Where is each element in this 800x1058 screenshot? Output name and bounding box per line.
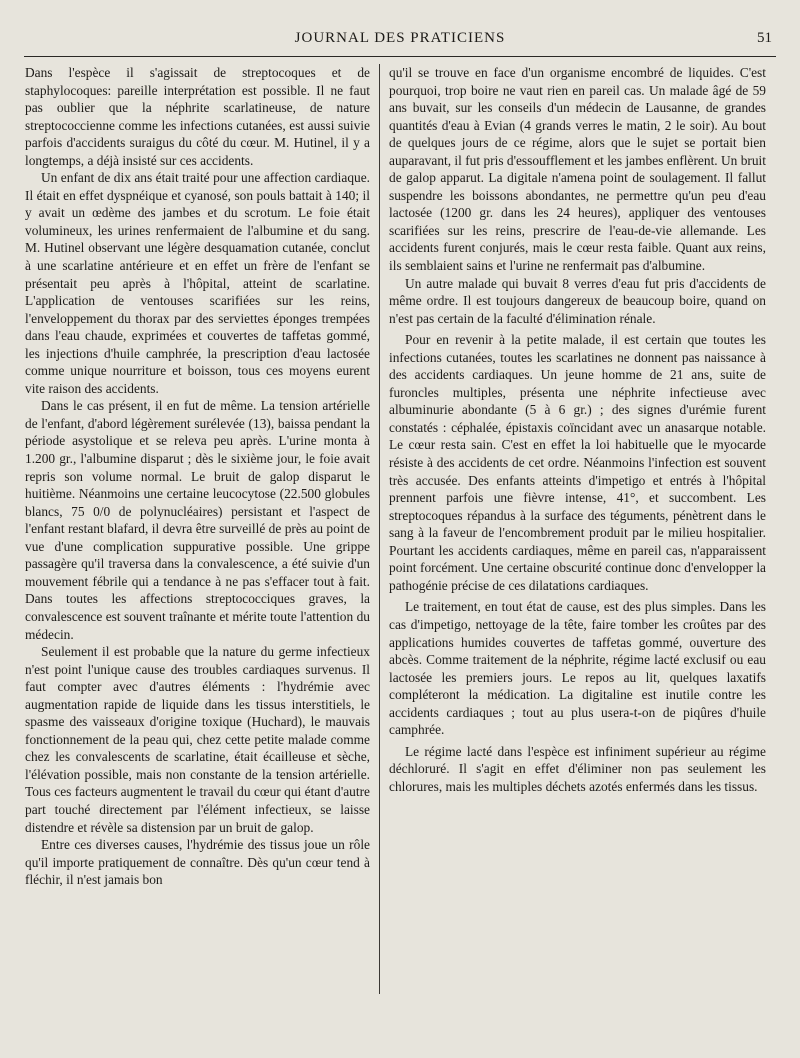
paragraph: Dans l'espèce il s'agissait de streptocoques et de staphylocoques: pareille interprétation est possible. Il ne faut pas oublier que la néphrite scarlatineuse, de nature streptococcienne comme les infections cutanées, est aussi suivie parfois d'accidents suraigus du côté du cœur. M. Hutinel, il y a longtemps, a déjà insisté sur ces accidents.	[25, 65, 370, 168]
page-header	[24, 26, 776, 54]
paragraph: Pour en revenir à la petite malade, il est certain que toutes les infections cutanées, toutes les scarlatines ne donnent pas naissance à des accidents cardiaques. Un jeune homme de 21 ans, suite de furoncles multiples, présenta une néphrite infectieuse avec albuminurie abondante (5 à 6 gr.) ; des signes d'urémie furent constatés : céphalée, épistaxis coïncidant avec un anasarque notable. Le cœur resta sain. C'est en effet la loi habituelle que le myocarde résiste à des accidents de cet ordre. Néanmoins l'infection est souvent très accusée. Des enfants atteints d'impetigo et entrés à l'hôpital prennent parfois une fièvre intense, 41°, et succombent. Les streptocoques répandus à la surface des téguments, pénètrent dans le sang à la faveur de l'encombrement produit par le milieu hospitalier. Pourtant les accidents cardiaques, même en pareil cas, n'apparaissent point forcément. Une certaine obscurité continue donc d'envelopper la pathogénie précise de ces dilatations cardiaques.	[389, 332, 766, 593]
paragraph: Un autre malade qui buvait 8 verres d'eau fut pris d'accidents de même ordre. Il est toujours dangereux de beaucoup boire, quand on n'est pas certain de la faculté d'élimination rénale.	[389, 275, 766, 326]
column-divider	[379, 64, 380, 994]
paragraph: qu'il se trouve en face d'un organisme encombré de liquides. C'est pourquoi, trop boire ne vaut rien en pareil cas. Un malade âgé de 59 ans buvait, sur les conseils d'un médecin de Lausanne, de grandes quantités d'eau à Evian (4 grands verres le matin, 2 le soir). Au bout de quelques jours de ce régime, alors que le sujet se portait bien auparavant, il fut pris d'essoufflement et les jambes enflèrent. Un bruit de galop apparut. La digitale n'amena point de soulagement. Il fallut suspendre les boissons abondantes, ne permettre qu'un peu d'eau lactosée (1200 gr. dans les 24 heures), appliquer des ventouses scarifiées sur les reins, prescrire de l'eau-de-vie allemande. Les accidents furent conjurés, mais le cœur resta faible. Quant aux reins, ils semblaient sains et l'urine ne renfermait pas d'albumine.	[389, 65, 766, 274]
paragraph: Le régime lacté dans l'espèce est infiniment supérieur au régime déchloruré. Il s'agit en effet d'éliminer non pas seulement les chlorures, mais les multiples déchets azotés enfermés dans les tissus.	[389, 743, 766, 794]
right-column	[389, 64, 766, 795]
paragraph: Le traitement, en tout état de cause, est des plus simples. Dans les cas d'impetigo, nettoyage de la tête, faire tomber les croûtes par des applications humides couvertes de taffetas gommé, ouverture des abcès. Comme traitement de la néphrite, régime lacté exclusif ou eau lactosée les premiers jours. Le repos au lit, quelques laxatifs compléteront la médication. La digitaline est inutile contre les accidents cardiaques ; tout au plus usera-t-on de piqûres d'huile camphrée.	[389, 599, 766, 738]
paragraph: Dans le cas présent, il en fut de même. La tension artérielle de l'enfant, d'abord légèrement surélevée (13), baissa pendant la période asystolique et se releva peu après. L'urine monta à 1.200 gr., l'albumine disparut ; dès le sixième jour, le foie avait repris son volume normal. Le bruit de galop disparut le huitième. Néanmoins une certaine leucocytose (22.500 globules blancs, 75 0/0 de polynucléaires) persistant et l'aspect de l'enfant restant blafard, il devra être surveillé de près au point de vue d'une complication suppurative possible. Une grippe passagère qu'il traversa dans la convalescence, a été suivie d'un mouvement fébrile qui a tendance à ne pas s'effacer tout à fait. Dans toutes les affections streptococciques graves, la convalescence est souvent traînante et mérite toute l'attention du médecin.	[25, 398, 370, 642]
running-title: JOURNAL DES PRATICIENS	[294, 30, 506, 46]
header-rule	[24, 56, 776, 57]
left-column	[25, 64, 370, 889]
paragraph: Un enfant de dix ans était traité pour une affection cardiaque. Il était en effet dyspnéique et cyanosé, son pouls battait à 140; il y avait un œdème des jambes et du scrotum. Le foie était volumineux, les urines renfermaient de l'albumine et du sang. M. Hutinel observant une légère desquamation cutanée, conclut à une scarlatine antérieure et en effet un frère de l'enfant se présentait peu après à l'hôpital, atteint de scarlatine. L'application de ventouses scarifiées sur les reins, l'enveloppement du thorax par des serviettes éponges trempées dans l'eau chaude, exprimées et couvertes de taffetas gommé, les injections d'huile camphrée, la prescription d'eau lactosée comme unique nourriture et boisson, tous ces moyens eurent vite raison des accidents.	[25, 170, 370, 396]
paragraph: Entre ces diverses causes, l'hydrémie des tissus joue un rôle qu'il importe pratiquement de connaître. Dès qu'un cœur tend à fléchir, il n'est jamais bon	[25, 837, 370, 888]
page-number: 51	[757, 30, 772, 46]
paragraph: Seulement il est probable que la nature du germe infectieux n'est point l'unique cause des troubles cardiaques survenus. Il faut compter avec d'autres éléments : l'hydrémie avec augmentation rapide de liquide dans les tissus interstitiels, le spasme des vaisseaux d'origine toxique (Huchard), le mauvais fonctionnement de la peau qui, chez cette petite malade comme chez les convalescents de scarlatine, était écailleuse et sèche, l'élévation possible, mais non constante de la tension artérielle. Tous ces facteurs augmentent le travail du cœur qui étant d'autre part touché directement par l'élément infectieux, se laisse distendre et révèle sa distension par un bruit de galop.	[25, 644, 370, 835]
